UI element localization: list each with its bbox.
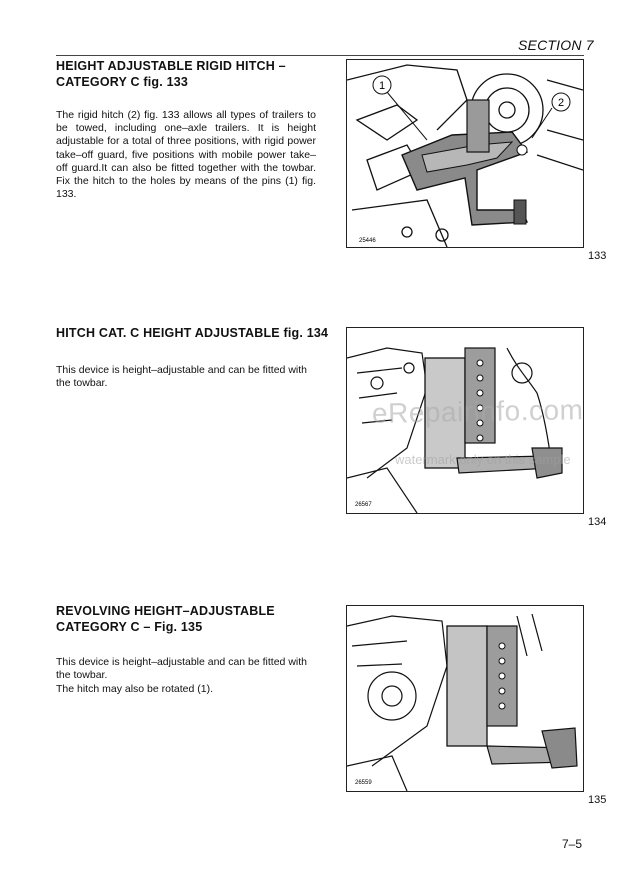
hitch-illustration-133 [347, 60, 583, 247]
heading-line: CATEGORY C fig. 133 [56, 75, 189, 89]
figure-number: 134 [588, 516, 607, 528]
paragraph: This device is height–adjustable and can be fitted with the towbar. [56, 656, 307, 682]
figure-ref-code: 26567 [355, 502, 372, 508]
heading-line: REVOLVING HEIGHT–ADJUSTABLE [56, 604, 275, 618]
paragraph: The hitch may also be rotated (1). [56, 683, 213, 695]
figure-135 [346, 605, 584, 792]
figure-ref-code: 26559 [355, 780, 372, 786]
heading-rigid-hitch [56, 58, 326, 90]
paragraph: This device is height–adjustable and can be fitted with the towbar. [56, 364, 307, 390]
figure-number: 135 [588, 794, 607, 806]
figure-133 [346, 59, 584, 248]
page-number: 7–5 [562, 837, 583, 851]
figure-ref-code: 25446 [359, 238, 376, 244]
section-title: SECTION 7 [518, 37, 594, 53]
heading-line: CATEGORY C – Fig. 135 [56, 620, 203, 634]
callout-2: 2 [557, 97, 565, 109]
watermark-subtext: watermark only on this sample [395, 452, 571, 467]
callout-1: 1 [378, 80, 386, 92]
watermark-text: eRepairinfo.com [371, 394, 584, 429]
header-divider [56, 55, 584, 56]
heading-revolving-hitch [56, 603, 326, 635]
heading-hitch-cat-c: HITCH CAT. C HEIGHT ADJUSTABLE fig. 134 [56, 326, 329, 340]
heading-line: HEIGHT ADJUSTABLE RIGID HITCH – [56, 59, 286, 73]
paragraph: The rigid hitch (2) fig. 133 allows all types of trailers to be towed, including one–axle trailers. It is height adjustable for a total of three positions, with rigid power take–off guard, five positions with mobile power take–off guard.It can also be fitted together with the towbar. Fix the hitch to the holes by means of the pins (1) fig. 133. [56, 109, 316, 201]
hitch-illustration-135 [347, 606, 583, 791]
figure-number: 133 [588, 250, 607, 262]
